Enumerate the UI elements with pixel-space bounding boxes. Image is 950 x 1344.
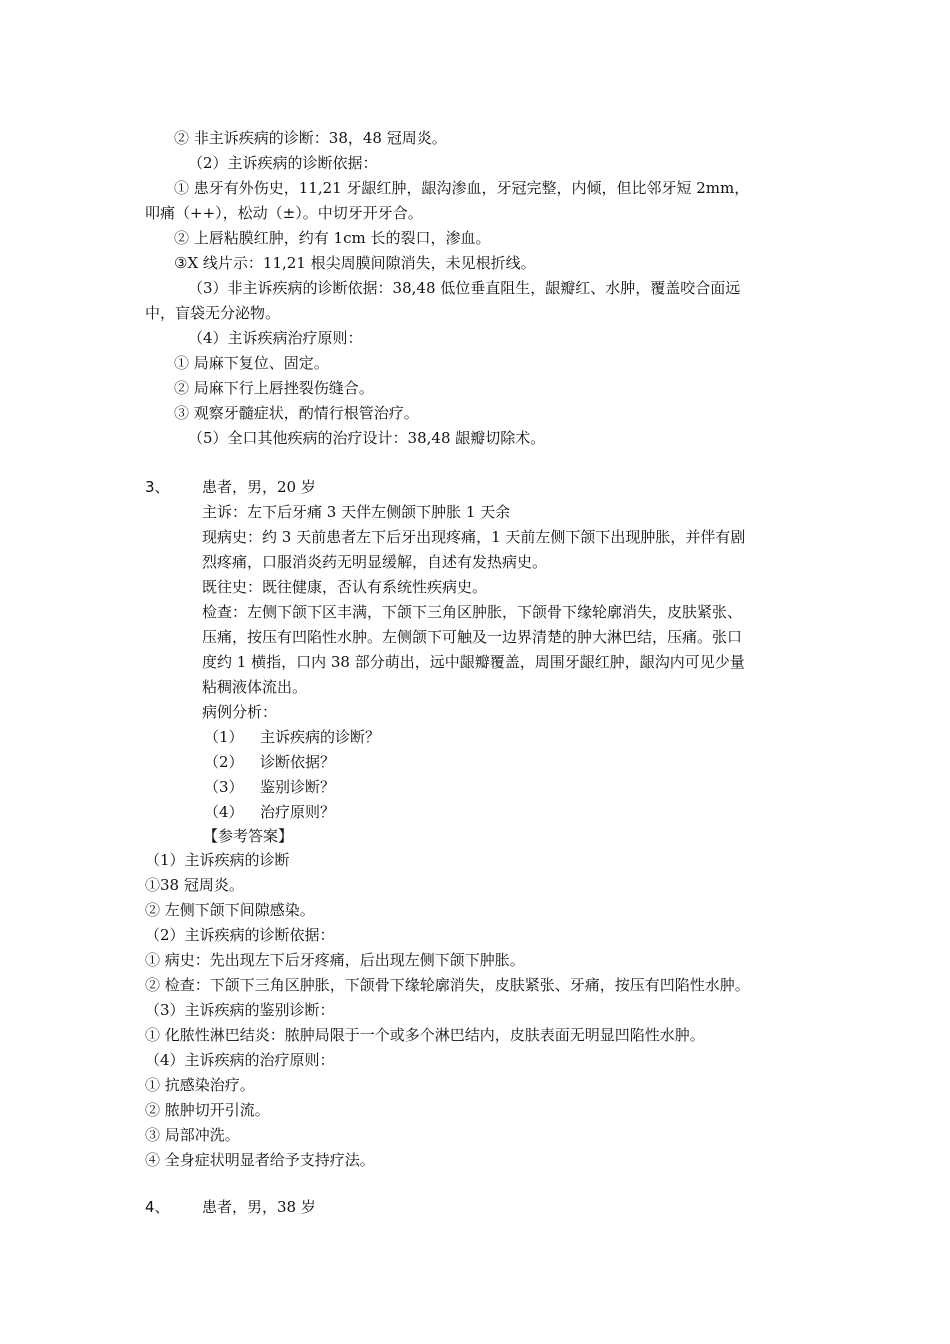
case-4-title: 患者，男，38 岁 [202, 1198, 316, 1216]
other-treatment-design: （5）全口其他疾病的治疗设计：38,48 龈瓣切除术。 [188, 429, 546, 447]
answer-line: ③ 局部冲洗。 [145, 1126, 240, 1144]
chief-diagnosis-basis-heading: （2）主诉疾病的诊断依据： [188, 154, 378, 172]
question-number: （1） [204, 728, 244, 746]
answer-line: ① 抗感染治疗。 [145, 1076, 255, 1094]
case-3-number: 3、 [145, 478, 170, 496]
treatment-principle-heading: （4）主诉疾病治疗原则： [188, 329, 363, 347]
answer-line: ② 脓肿切开引流。 [145, 1101, 270, 1119]
treatment-item-2: ② 局麻下行上唇挫裂伤缝合。 [174, 379, 374, 397]
case-3-exam-4: 粘稠液体流出。 [202, 678, 308, 696]
question-number: （2） [204, 753, 244, 771]
treatment-item-3: ③ 观察牙髓症状，酌情行根管治疗。 [174, 404, 419, 422]
non-chief-basis-cont: 中，盲袋无分泌物。 [145, 304, 281, 322]
answer-line: ④ 全身症状明显者给予支持疗法。 [145, 1151, 375, 1169]
question-text: 治疗原则？ [260, 803, 336, 821]
case-3-analysis-heading: 病例分析： [202, 703, 278, 721]
basis-item-2: ② 上唇粘膜红肿，约有 1cm 长的裂口，渗血。 [174, 229, 491, 247]
answer-line: （2）主诉疾病的诊断依据： [145, 926, 335, 944]
case-3-exam-1: 检查：左侧下颌下区丰满，下颌下三角区肿胀，下颌骨下缘轮廓消失，皮肤紧张、 [202, 603, 743, 621]
answer-line: ①38 冠周炎。 [145, 876, 244, 894]
case-4-number: 4、 [145, 1198, 170, 1216]
question-text: 鉴别诊断？ [260, 778, 336, 796]
answer-line: ① 病史：先出现左下后牙疼痛，后出现左侧下颌下肿胀。 [145, 951, 525, 969]
basis-item-1-cont: 叩痛（++），松动（±）。中切牙开牙合。 [145, 204, 423, 222]
case-3-history: 现病史：约 3 天前患者左下后牙出现疼痛，1 天前左侧下颌下出现肿胀，并伴有剧 [202, 528, 746, 546]
treatment-item-1: ① 局麻下复位、固定。 [174, 354, 329, 372]
question-number: （4） [204, 803, 244, 821]
answer-line: （4）主诉疾病的治疗原则： [145, 1051, 335, 1069]
answer-line: ① 化脓性淋巴结炎：脓肿局限于一个或多个淋巴结内，皮肤表面无明显凹陷性水肿。 [145, 1026, 705, 1044]
question-text: 主诉疾病的诊断？ [260, 728, 381, 746]
case-3-history-cont: 烈疼痛，口服消炎药无明显缓解，自述有发热病史。 [202, 553, 548, 571]
answer-line: （3）主诉疾病的鉴别诊断： [145, 1001, 335, 1019]
case-3-title: 患者，男，20 岁 [202, 478, 316, 496]
non-chief-basis: （3）非主诉疾病的诊断依据：38,48 低位垂直阻生，龈瓣红、水肿，覆盖咬合面远 [188, 279, 741, 297]
question-number: （3） [204, 778, 244, 796]
basis-item-1: ① 患牙有外伤史，11,21 牙龈红肿，龈沟渗血，牙冠完整，内倾，但比邻牙短 2mm， [174, 179, 750, 197]
basis-item-3: ③X 线片示：11,21 根尖周膜间隙消失，未见根折线。 [174, 254, 536, 272]
case-3-past-history: 既往史：既往健康，否认有系统性疾病史。 [202, 578, 488, 596]
case-3-exam-2: 压痛，按压有凹陷性水肿。左侧颌下可触及一边界清楚的肿大淋巴结，压痛。张口 [202, 628, 743, 646]
non-chief-diagnosis: ② 非主诉疾病的诊断：38，48 冠周炎。 [174, 129, 447, 147]
answer-line: ② 左侧下颌下间隙感染。 [145, 901, 315, 919]
answer-line: （1）主诉疾病的诊断 [145, 851, 290, 869]
reference-answer-heading: 【参考答案】 [203, 827, 294, 845]
case-3-complaint: 主诉：左下后牙痛 3 天伴左侧颌下肿胀 1 天余 [202, 503, 511, 521]
case-3-exam-3: 度约 1 横指，口内 38 部分萌出，远中龈瓣覆盖，周围牙龈红肿，龈沟内可见少量 [202, 653, 745, 671]
answer-line: ② 检查：下颌下三角区肿胀，下颌骨下缘轮廓消失，皮肤紧张、牙痛，按压有凹陷性水肿。 [145, 976, 750, 994]
question-text: 诊断依据？ [260, 753, 336, 771]
